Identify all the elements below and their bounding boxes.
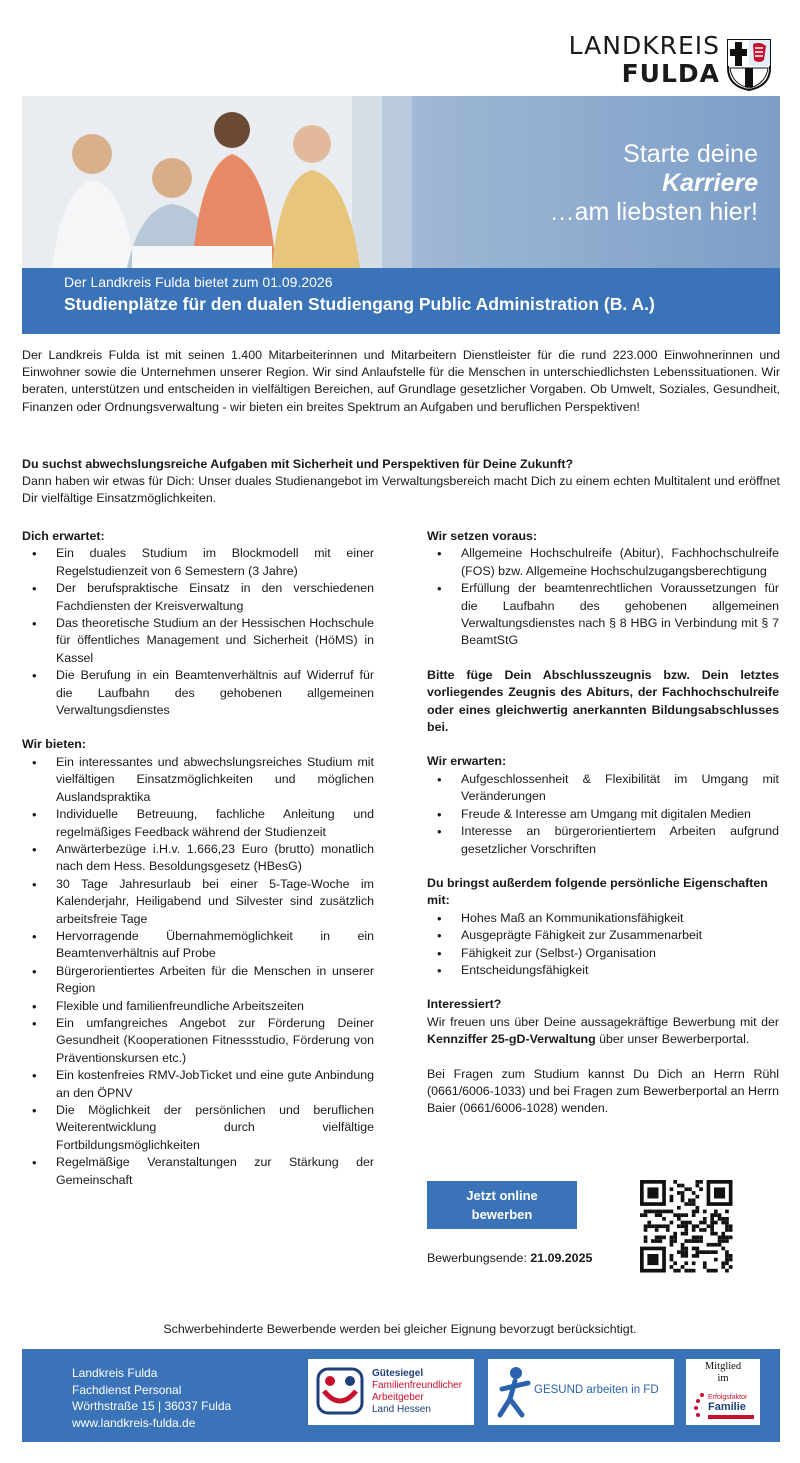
footer-dept: Fachdienst Personal	[72, 1382, 182, 1397]
list-item: • Bürgerorientiertes Arbeiten für die Menschen in unserer Region	[22, 963, 374, 998]
list-item: • Die Möglichkeit der persönlichen und beruflichen Weiterentwicklung durch vielfältige Fortbildungsmöglichkeiten	[22, 1102, 374, 1154]
question-heading: Du suchst abwechslungsreiche Aufgaben mit Sicherheit und Perspektiven für Deine Zukunft?	[22, 457, 574, 471]
footer	[22, 1349, 780, 1442]
deadline-label: Bewerbungsende:	[427, 1251, 531, 1265]
list-item: • Ein umfangreiches Angebot zur Förderung Deiner Gesundheit (Kooperationen Fitnessstudio, Förderung von Präventionskursen etc.)	[22, 1015, 374, 1067]
right-column	[427, 528, 779, 1118]
slogan-line-3: …am liebsten hier!	[549, 198, 758, 226]
expect-heading: Dich erwartet:	[22, 529, 105, 543]
footer-website-link[interactable]: www.landkreis-fulda.de	[72, 1415, 196, 1430]
badge2-text: GESUND arbeiten in FD	[534, 1384, 659, 1396]
list-item: • 30 Tage Jahresurlaub bei einer 5-Tage-Woche im Kalenderjahr, Heiligabend und Silvester sind zusätzlich arbeitsfreie Tage	[22, 876, 374, 928]
list-item: • Flexible und familienfreundliche Arbeitszeiten	[22, 998, 374, 1015]
badge3-line-1: Erfolgsfaktor	[708, 1394, 748, 1401]
list-item: • Interesse an bürgerorientiertem Arbeiten aufgrund gesetzlicher Vorschriften	[427, 823, 779, 858]
interested-text	[427, 1014, 779, 1049]
list-item: • Ausgeprägte Fähigkeit zur Zusammenarbeit	[427, 927, 779, 944]
badge3-top: Mitglied	[704, 1361, 742, 1372]
badge3-stripe	[708, 1415, 754, 1419]
list-item: • Aufgeschlossenheit & Flexibilität im Umgang mit Veränderungen	[427, 771, 779, 806]
badge-gesund-arbeiten	[488, 1359, 674, 1425]
intro-paragraph: Der Landkreis Fulda ist mit seinen 1.400 Mitarbeiterinnen und Mitarbeitern Dienstleister für die rund 223.000 Einwohnerinnen und Einwohner sowie die Unternehmen unserer Region. Wir sind Anlaufstelle für die Menschen in unterschiedlichsten Lebenssituationen. Wir beraten, unterstützen und entscheiden in vielfältigen Bereichen, auf Grundlage gesetzlicher Vorgaben. Ob Umwelt, Soziales, Gesundheit, Finanzen oder Ordnungsverwaltung - wir bieten ein breites Spektrum an Aufgaben und beruflichen Perspektiven!	[22, 348, 780, 414]
logo-line-2: FULDA	[621, 59, 720, 88]
slogan-line-2: Karriere	[662, 169, 758, 197]
hero-slogan	[550, 140, 758, 227]
list-item: • Der berufspraktische Einsatz in den verschiedenen Fachdiensten der Kreisverwaltung	[22, 580, 374, 615]
badge1-line-3: Arbeitgeber	[372, 1392, 424, 1403]
list-item: • Anwärterbezüge i.H.v. 1.666,23 Euro (brutto) monatlich nach dem Hess. Besoldungsgesetz (HBesG)	[22, 841, 374, 876]
expectations-heading: Wir erwarten:	[427, 754, 507, 769]
footer-org: Landkreis Fulda	[72, 1366, 158, 1380]
deadline-date: 21.09.2025	[530, 1251, 593, 1265]
expectations-list	[427, 771, 779, 858]
title-banner	[22, 268, 780, 334]
list-item: • Regelmäßige Veranstaltungen zur Stärkung der Gemeinschaft	[22, 1154, 374, 1189]
list-item: • Das theoretische Studium an der Hessischen Hochschule für öffentliches Management und Sicherheit (HöMS) in Kassel	[22, 615, 374, 667]
expect-list	[22, 545, 374, 719]
list-item: • Hohes Maß an Kommunikationsfähigkeit	[427, 910, 779, 927]
disability-note: Schwerbehinderte Bewerbende werden bei gleicher Eignung bevorzugt berücksichtigt.	[163, 1322, 637, 1336]
badge1-line-2: Familienfreundlicher	[372, 1380, 463, 1391]
logo-wordmark	[569, 32, 720, 88]
coat-of-arms-icon	[726, 38, 772, 92]
interested-heading: Interessiert?	[427, 997, 502, 1012]
family-seal-icon	[316, 1367, 364, 1417]
badge-guetesiegel	[308, 1359, 474, 1425]
list-item: • Ein duales Studium im Blockmodell mit einer Regelstudienzeit von 6 Semestern (3 Jahre)	[22, 545, 374, 580]
question-block	[22, 456, 780, 508]
slogan-line-1: Starte deine	[623, 140, 758, 168]
require-heading: Wir setzen voraus:	[427, 529, 538, 543]
dotted-arc-icon	[692, 1391, 706, 1419]
banner-subtitle: Der Landkreis Fulda bietet zum 01.09.2026	[64, 274, 333, 290]
qr-code-icon[interactable]	[640, 1180, 736, 1274]
list-item: • Individuelle Betreuung, fachliche Anleitung und regelmäßiges Feedback während der Studienzeit	[22, 806, 374, 841]
list-item: • Entscheidungsfähigkeit	[427, 962, 779, 979]
certificate-note: Bitte füge Dein Abschlusszeugnis bzw. Dein letztes vorliegendes Zeugnis des Abiturs, der Fachhochschulreife oder eines gleichwertig anerkannten Bildungsabschlusses bei.	[427, 667, 779, 735]
badge3-header	[686, 1361, 760, 1385]
apply-button-line-1: Jetzt online	[466, 1188, 538, 1203]
contact-text: Bei Fragen zum Studium kannst Du Dich an Herrn Rühl (0661/6006-1033) und bei Fragen zum Bewerberportal an Herrn Baier (0661/6006-1028) wenden.	[427, 1066, 779, 1116]
running-figure-icon	[496, 1365, 534, 1421]
banner-title: Studienplätze für den dualen Studiengang Public Administration (B. A.)	[64, 294, 655, 314]
logo-line-1: LANDKREIS	[568, 31, 720, 60]
apply-online-button[interactable]	[427, 1181, 577, 1229]
interested-text-after: über unser Bewerberportal.	[595, 1032, 750, 1047]
offer-heading: Wir bieten:	[22, 737, 86, 752]
application-deadline	[427, 1251, 592, 1265]
badge1-text	[372, 1368, 462, 1416]
traits-heading: Du bringst außerdem folgende persönliche Eigenschaften mit:	[427, 875, 768, 908]
list-item: • Fähigkeit zur (Selbst-) Organisation	[427, 945, 779, 962]
offer-list	[22, 754, 374, 1189]
badge3-line-2: Familie	[708, 1401, 746, 1413]
footer-address	[72, 1365, 231, 1431]
badge-erfolgsfaktor-familie	[686, 1359, 760, 1425]
list-item: • Ein kostenfreies RMV-JobTicket und eine gute Anbindung an den ÖPNV	[22, 1067, 374, 1102]
list-item: • Freude & Interesse am Umgang mit digitalen Medien	[427, 806, 779, 823]
badge1-line-4: Land Hessen	[372, 1404, 431, 1415]
traits-list	[427, 910, 779, 980]
badge1-line-1: Gütesiegel	[372, 1368, 424, 1379]
badge3-mid: im	[717, 1373, 729, 1384]
apply-button-line-2: bewerben	[471, 1207, 533, 1222]
footer-street: Wörthstraße 15 | 36037 Fulda	[72, 1399, 232, 1413]
reference-code: Kennziffer 25-gD-Verwaltung	[427, 1032, 596, 1047]
list-item: • Erfüllung der beamtenrechtlichen Voraussetzungen für die Laufbahn des gehobenen allgemeinen Verwaltungsdienstes nach § 8 HBG in Verbindung mit § 7 BeamtStG	[427, 580, 779, 650]
list-item: • Die Berufung in ein Beamtenverhältnis auf Widerruf für die Laufbahn des gehobenen allgemeinen Verwaltungsdienstes	[22, 667, 374, 719]
require-list	[427, 545, 779, 649]
question-text: Dann haben wir etwas für Dich: Unser duales Studienangebot im Verwaltungsbereich macht Dich zu einem echten Multitalent und eröffnet Dir vielfältige Einsatzmöglichkeiten.	[22, 474, 780, 506]
interested-text-before: Wir freuen uns über Deine aussagekräftige Bewerbung mit der	[427, 1014, 779, 1029]
left-column	[22, 528, 374, 1189]
list-item: • Ein interessantes und abwechslungsreiches Studium mit vielfältigen Einsatzmöglichkeiten und möglichen Auslandspraktika	[22, 754, 374, 806]
list-item: • Allgemeine Hochschulreife (Abitur), Fachhochschulreife (FOS) bzw. Allgemeine Hochschulzugangsberechtigung	[427, 545, 779, 580]
list-item: • Hervorragende Übernahmemöglichkeit in ein Beamtenverhältnis auf Probe	[22, 928, 374, 963]
